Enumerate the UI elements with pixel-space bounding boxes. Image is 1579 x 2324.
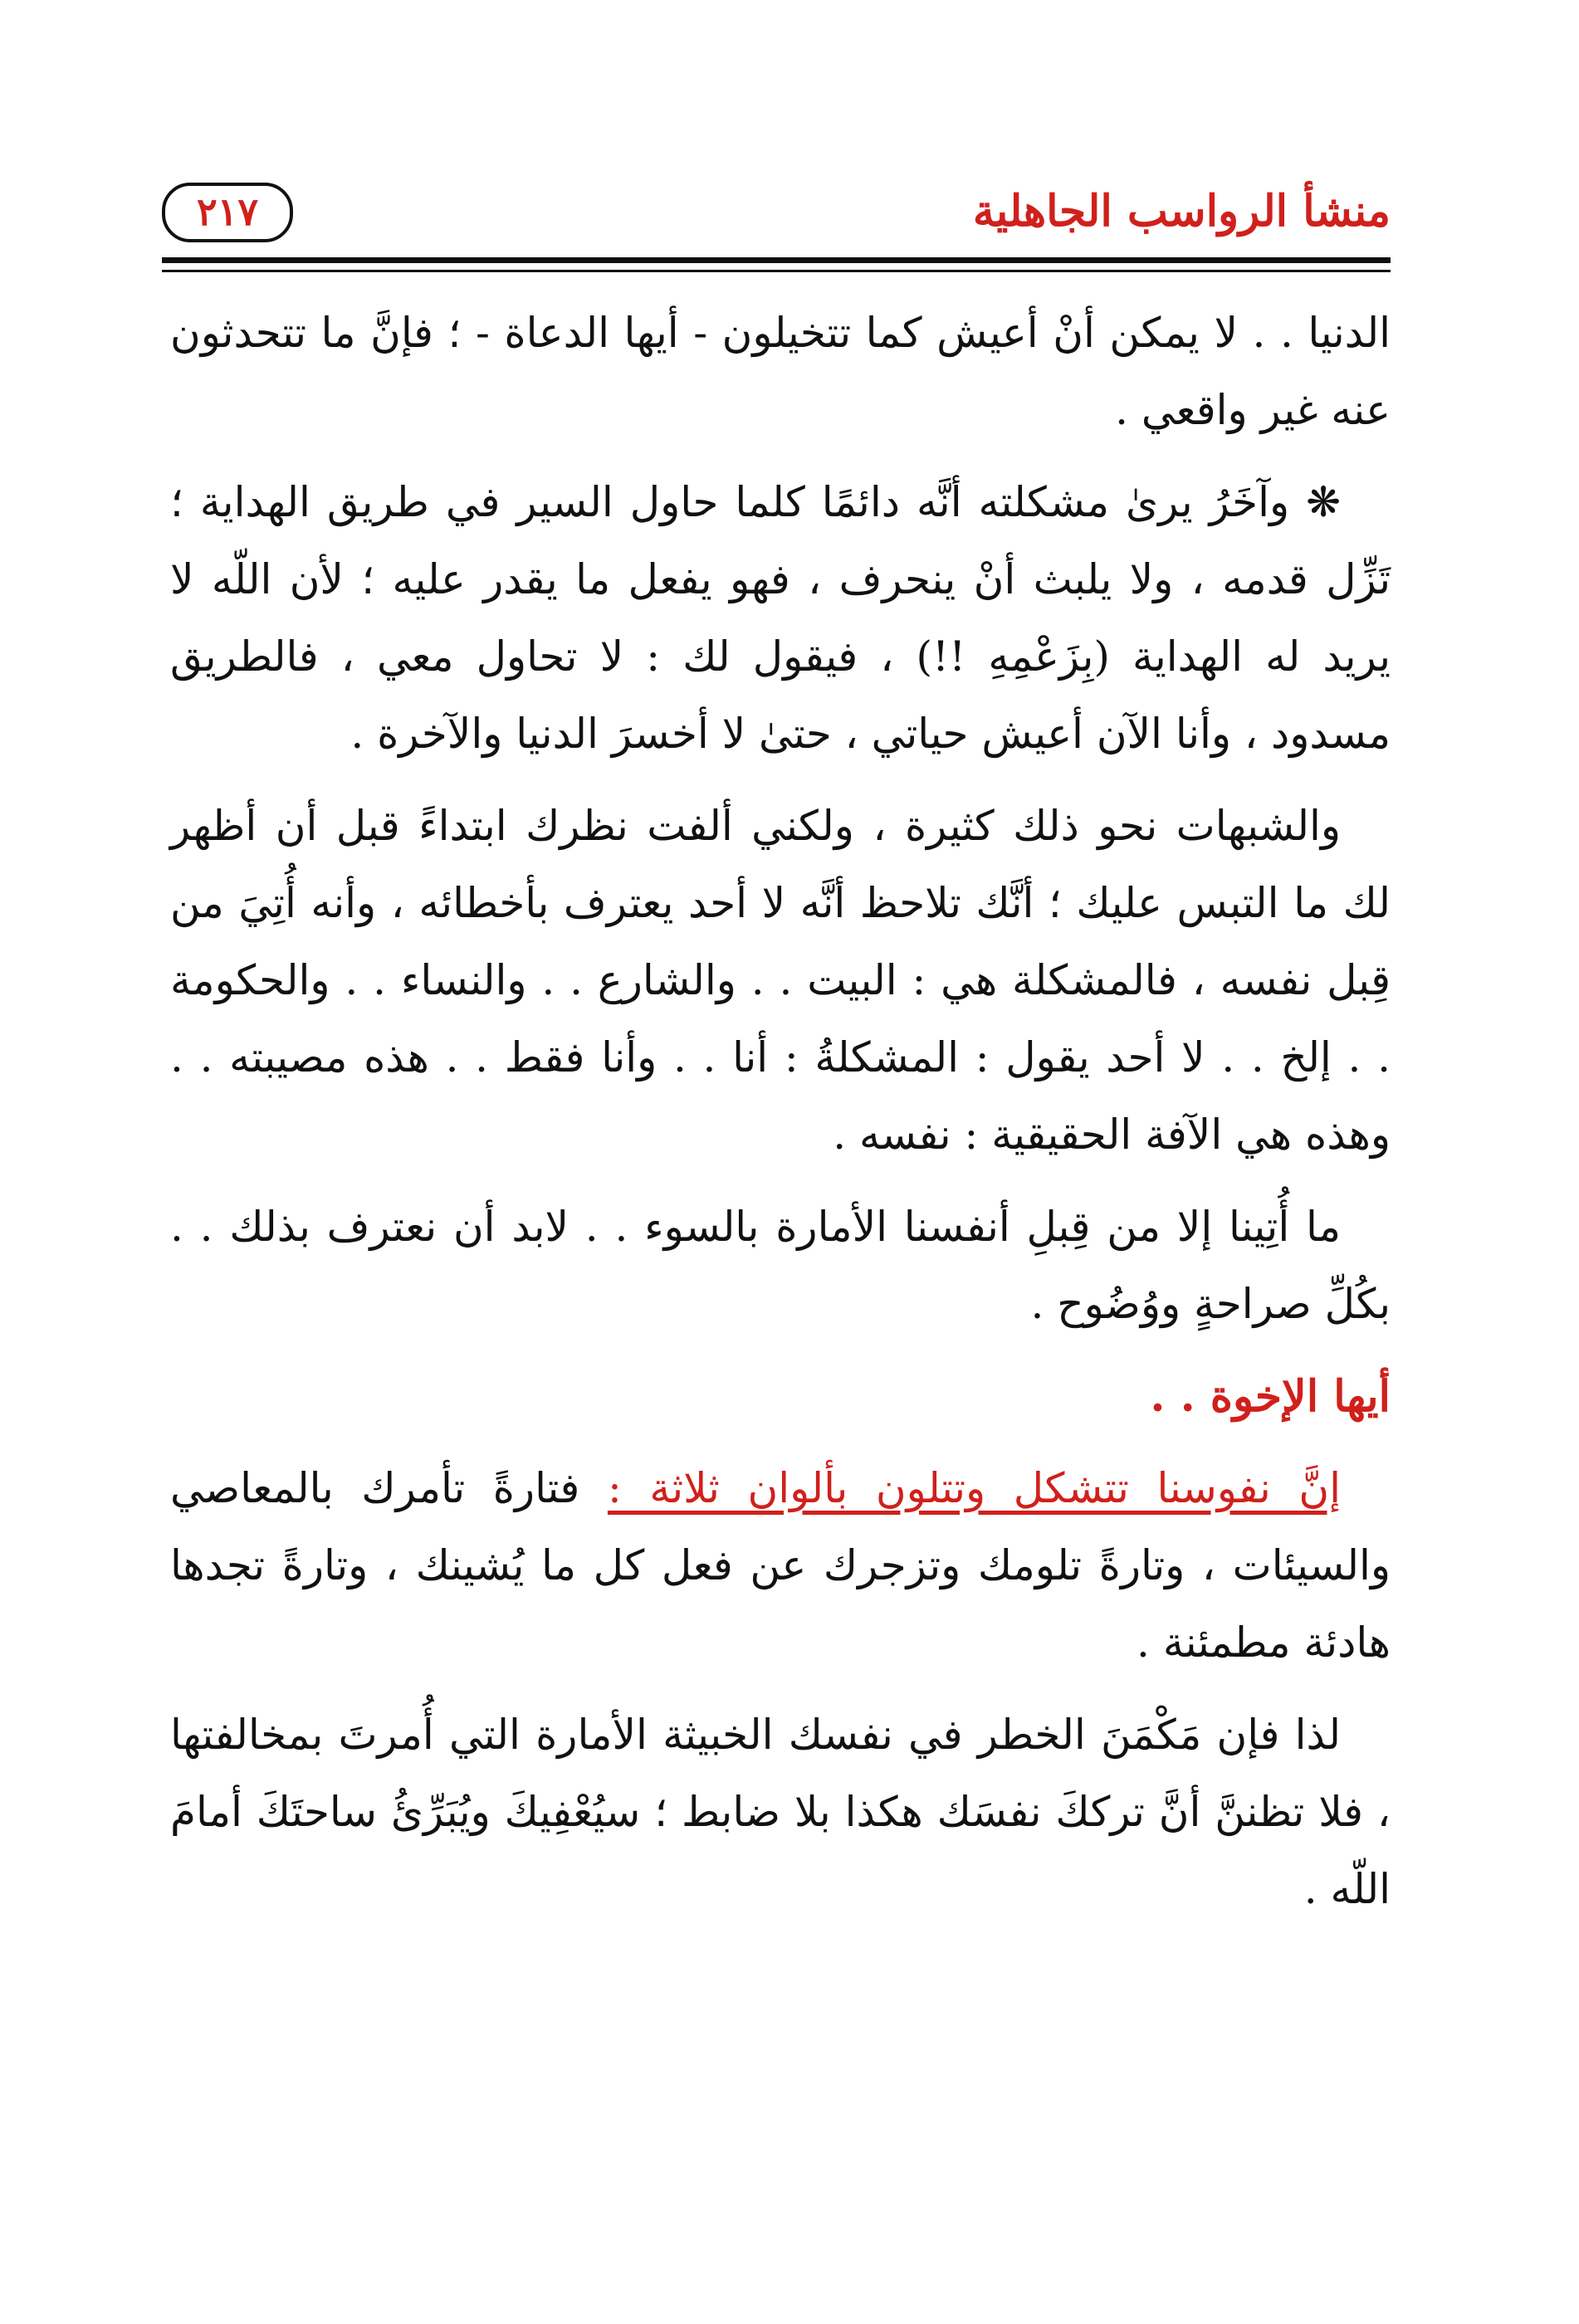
header-rule-thin [162, 270, 1391, 272]
paragraph-1: الدنيا . . لا يمكن أنْ أعيش كما تتخيلون - أيها الدعاة - ؛ فإنَّ ما تتحدثون عنه غير واقعي . [170, 309, 1391, 434]
paragraph-3: والشبهات نحو ذلك كثيرة ، ولكني ألفت نظرك ابتداءً قبل أن أظهر لك ما التبس عليك ؛ أنَّك تلاحظ أنَّه لا أحد يعترف بأخطائه ، وأنه أُتِيَ من قِبل نفسه ، فالمشكلة هي : البيت . . والشارع . . والنساء . . والحكومة . . إلخ . . لا أحد يقول : المشكلةُ : أنا . . وأنا فقط . . هذه مصيبته . . وهذه هي الآفة الحقيقية : نفسه . [170, 802, 1391, 1159]
asterism-icon: ❋ [1306, 478, 1341, 526]
paragraph-2 [170, 464, 1391, 773]
page-body [170, 295, 1391, 1943]
paragraph-4: ما أُتِينا إلا من قِبلِ أنفسنا الأمارة بالسوء . . لابد أن نعترف بذلك . . بكُلِّ صراحةٍ ووُضُوح . [170, 1203, 1391, 1328]
page-number-badge: ٢١٧ [162, 183, 293, 242]
paragraph-5 [170, 1450, 1391, 1682]
paragraph-5-text: فتارةً تأمرك بالمعاصي والسيئات ، وتارةً تلومك وتزجرك عن فعل كل ما يُشينك ، وتارةً تجدها هادئة مطمئنة . [170, 1464, 1391, 1667]
paragraph-2-text: وآخَرُ يرىٰ مشكلته أنَّه دائمًا كلما حاول السير في طريق الهداية ؛ تَزِّل قدمه ، ولا يلبث أنْ ينحرف ، فهو يفعل ما يقدر عليه ؛ لأن اللّه لا يريد له الهداية (بِزَعْمِهِ !!) ، فيقول لك : لا تحاول معي ، فالطريق مسدود ، وأنا الآن أعيش حياتي ، حتىٰ لا أخسرَ الدنيا والآخرة . [170, 478, 1391, 758]
paragraph-6: لذا فإن مَكْمَنَ الخطر في نفسك الخبيثة الأمارة التي أُمرتَ بمخالفتها ، فلا تظننَّ أنَّ ترككَ نفسَك هكذا بلا ضابط ؛ سيُعْفِيكَ ويُبَرِّئُ ساحتَكَ أمامَ اللّه . [170, 1711, 1391, 1913]
running-title: منشأ الرواسب الجاهلية [972, 186, 1391, 237]
section-heading: أيها الإخوة . . [1150, 1371, 1391, 1422]
header-rule-thick [162, 257, 1391, 263]
highlighted-phrase: إنَّ نفوسنا تتشكل وتتلون بألوان ثلاثة : [607, 1464, 1341, 1512]
page-header [162, 174, 1391, 257]
